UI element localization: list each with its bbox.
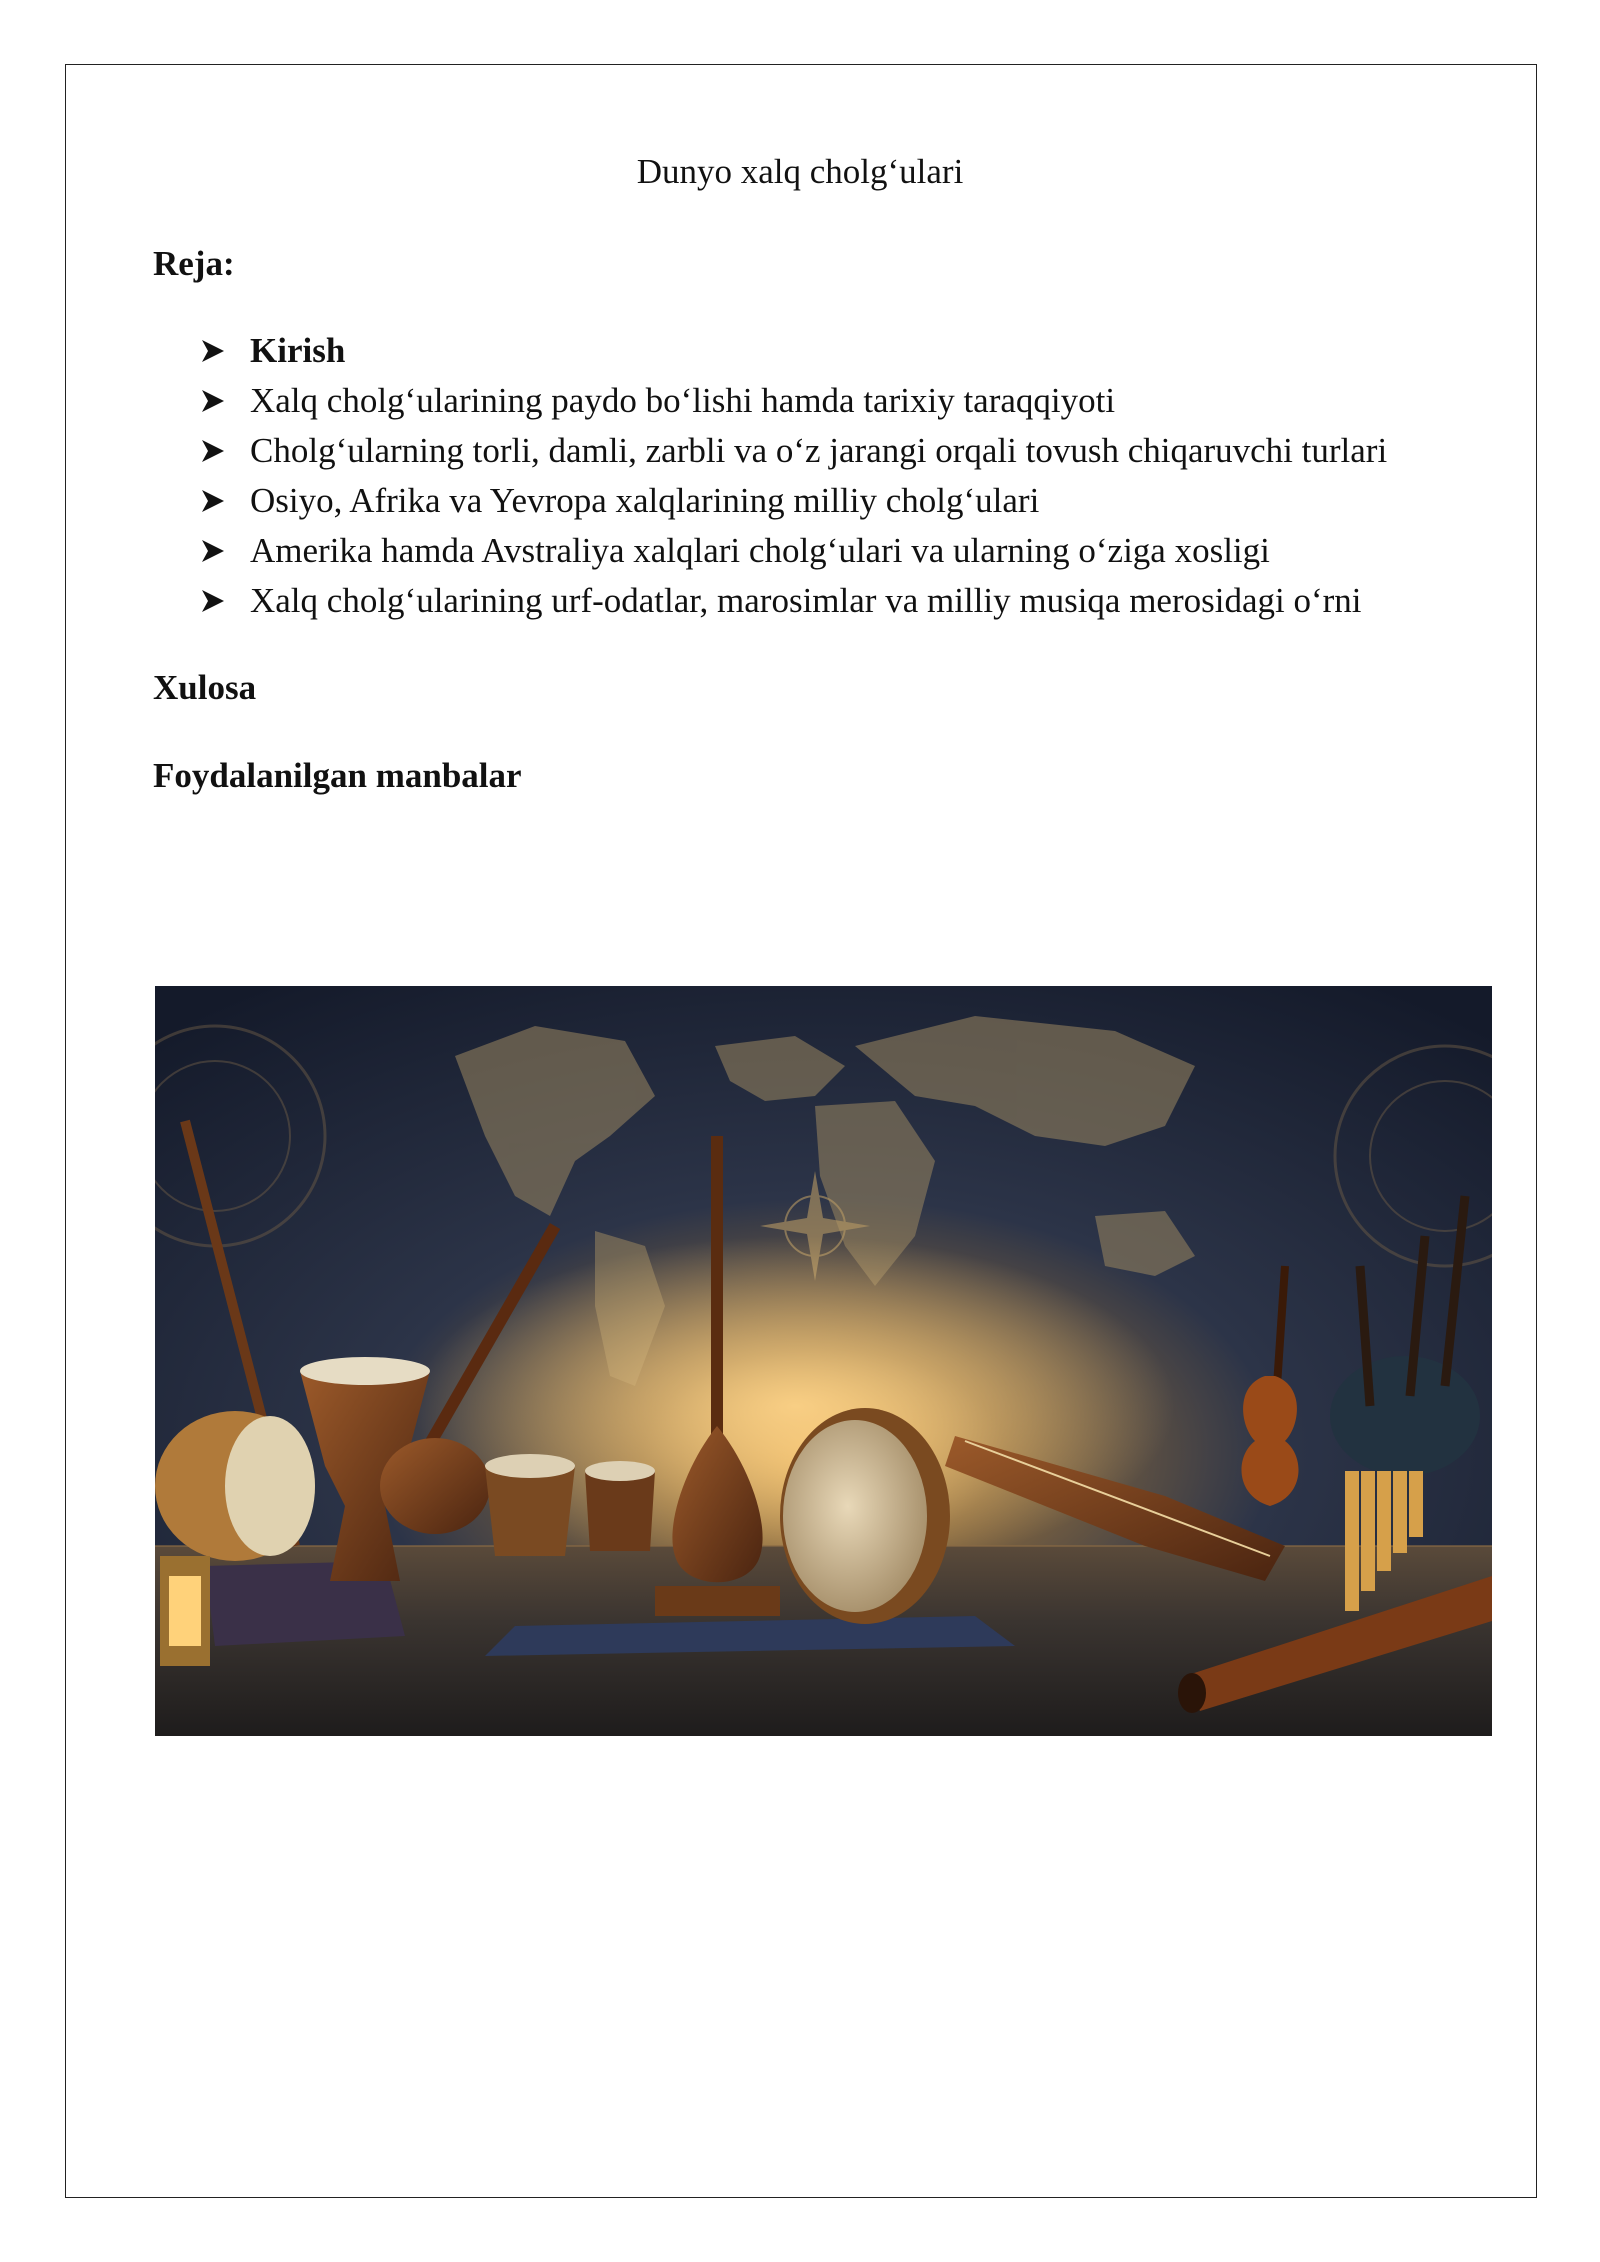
plan-item-label: Cholg‘ularning torli, damli, zarbli va o‘z jarangi orqali tovush chiqaruvchi turlari xyxy=(250,431,1388,470)
plan-item xyxy=(200,576,1387,626)
conclusion-heading: Xulosa xyxy=(153,668,257,707)
plan-item-label: Kirish xyxy=(250,331,346,370)
plan-item xyxy=(200,326,1387,376)
plan-item-label: Amerika hamda Avstraliya xalqlari cholg‘ulari va ularning o‘ziga xosligi xyxy=(250,531,1270,570)
plan-item xyxy=(200,476,1387,526)
plan-item-label: Osiyo, Afrika va Yevropa xalqlarining milliy cholg‘ulari xyxy=(250,481,1040,520)
plan-item xyxy=(200,376,1387,426)
arrowhead-bullet-icon xyxy=(200,588,250,614)
document-title: Dunyo xalq cholg‘ulari xyxy=(636,152,964,191)
plan-list xyxy=(200,326,1387,626)
arrowhead-bullet-icon xyxy=(200,538,250,564)
plan-heading: Reja: xyxy=(153,244,235,283)
sources-heading: Foydalanilgan manbalar xyxy=(153,756,522,795)
arrowhead-bullet-icon xyxy=(200,338,250,364)
plan-item-label: Xalq cholg‘ularining urf-odatlar, marosimlar va milliy musiqa merosidagi o‘rni xyxy=(250,581,1362,620)
arrowhead-bullet-icon xyxy=(200,388,250,414)
world-instruments-illustration-icon xyxy=(155,986,1492,1736)
plan-item xyxy=(200,426,1387,476)
arrowhead-bullet-icon xyxy=(200,488,250,514)
plan-item-label: Xalq cholg‘ularining paydo bo‘lishi hamda tarixiy taraqqiyoti xyxy=(250,381,1116,420)
arrowhead-bullet-icon xyxy=(200,438,250,464)
world-instruments-illustration xyxy=(155,986,1492,1736)
plan-item xyxy=(200,526,1387,576)
